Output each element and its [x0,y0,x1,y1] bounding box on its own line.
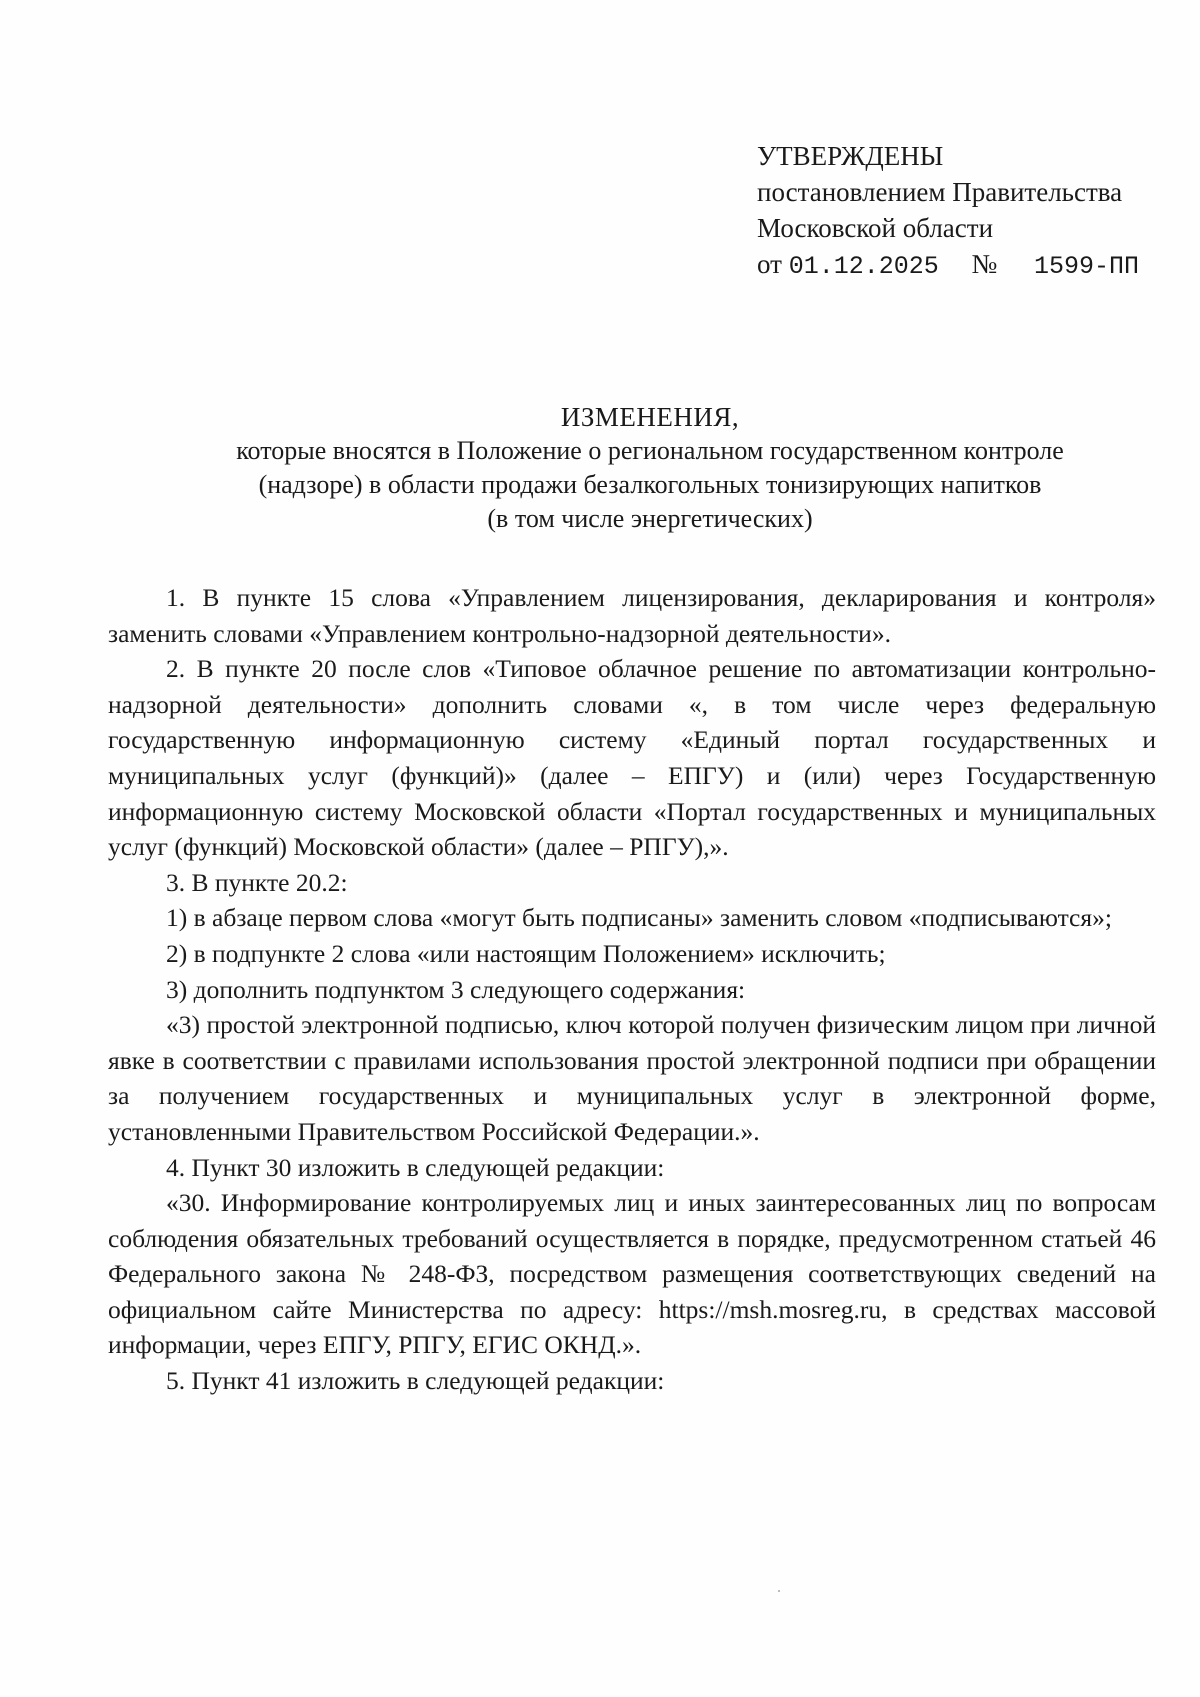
paragraph-quoted-item-30: «30. Информирование контролируемых лиц и иных заинтересованных лиц по вопросам соблюдения обязательных требований осуществляется в порядке, предусмотренном статьей 46 Федерального закона № 248-ФЗ, посредством размещения соответствующих сведений на официальном сайте Министерства по адресу: https://msh.mosreg.ru, в средствах массовой информации, через ЕПГУ, РПГУ, ЕГИС ОКНД.». [108,1188,1156,1360]
approval-date-prefix: от [757,249,782,279]
document-title-block [150,400,1150,536]
approval-number: 1599-ПП [1034,252,1140,281]
document-subheading-line-3: (в том числе энергетических) [487,504,813,533]
approval-date-line [757,246,1157,285]
approval-issuer-line: постановлением Правительства [757,177,1123,207]
scan-speck [778,1590,780,1592]
paragraph-item-4: 4. Пункт 30 изложить в следующей редакции: [166,1152,665,1182]
document-subheading-line-1: которые вносятся в Положение о региональном государственном контроле [236,436,1064,465]
document-subheading-line-2: (надзоре) в области продажи безалкогольных тонизирующих напитков [258,470,1042,499]
paragraph-item-1: 1. В пункте 15 слова «Управлением лицензирования, декларирования и контроля» заменить словами «Управлением контрольно-надзорной деятельности». [108,583,1156,648]
document-body [108,580,1156,1399]
paragraph-quoted-subitem-3: «3) простой электронной подписью, ключ которой получен физическим лицом при личной явке в соответствии с правилами использования простой электронной подписи при обращении за получением государственных и муниципальных услуг в электронной форме, установленными Правительством Российской Федерации.». [108,1010,1156,1146]
paragraph-subitem-3: 3) дополнить подпунктом 3 следующего содержания: [166,974,746,1004]
approval-date: 01.12.2025 [788,252,939,281]
document-heading: ИЗМЕНЕНИЯ, [560,402,740,432]
paragraph-item-2: 2. В пункте 20 после слов «Типовое облачное решение по автоматизации контрольно-надзорной деятельности» дополнить словами «, в том числе через федеральную государственную информационную систему «Единый портал государственных и муниципальных услуг (функций)» (далее – ЕПГУ) и (или) через Государственную информационную систему Московской области «Портал государственных и муниципальных услуг (функций) Московской области» (далее – РПГУ),». [108,654,1156,862]
approval-number-sign: № [971,249,998,279]
paragraph-subitem-1: 1) в абзаце первом слова «могут быть подписаны» заменить словом «подписываются»; [166,903,1112,933]
approval-title: УТВЕРЖДЕНЫ [757,141,944,171]
paragraph-subitem-2: 2) в подпункте 2 слова «или настоящим Положением» исключить; [166,938,886,968]
approval-region-line: Московской области [757,213,994,243]
paragraph-item-3: 3. В пункте 20.2: [166,867,348,897]
paragraph-item-5: 5. Пункт 41 изложить в следующей редакции: [166,1366,665,1396]
approval-stamp-block [757,138,1157,285]
